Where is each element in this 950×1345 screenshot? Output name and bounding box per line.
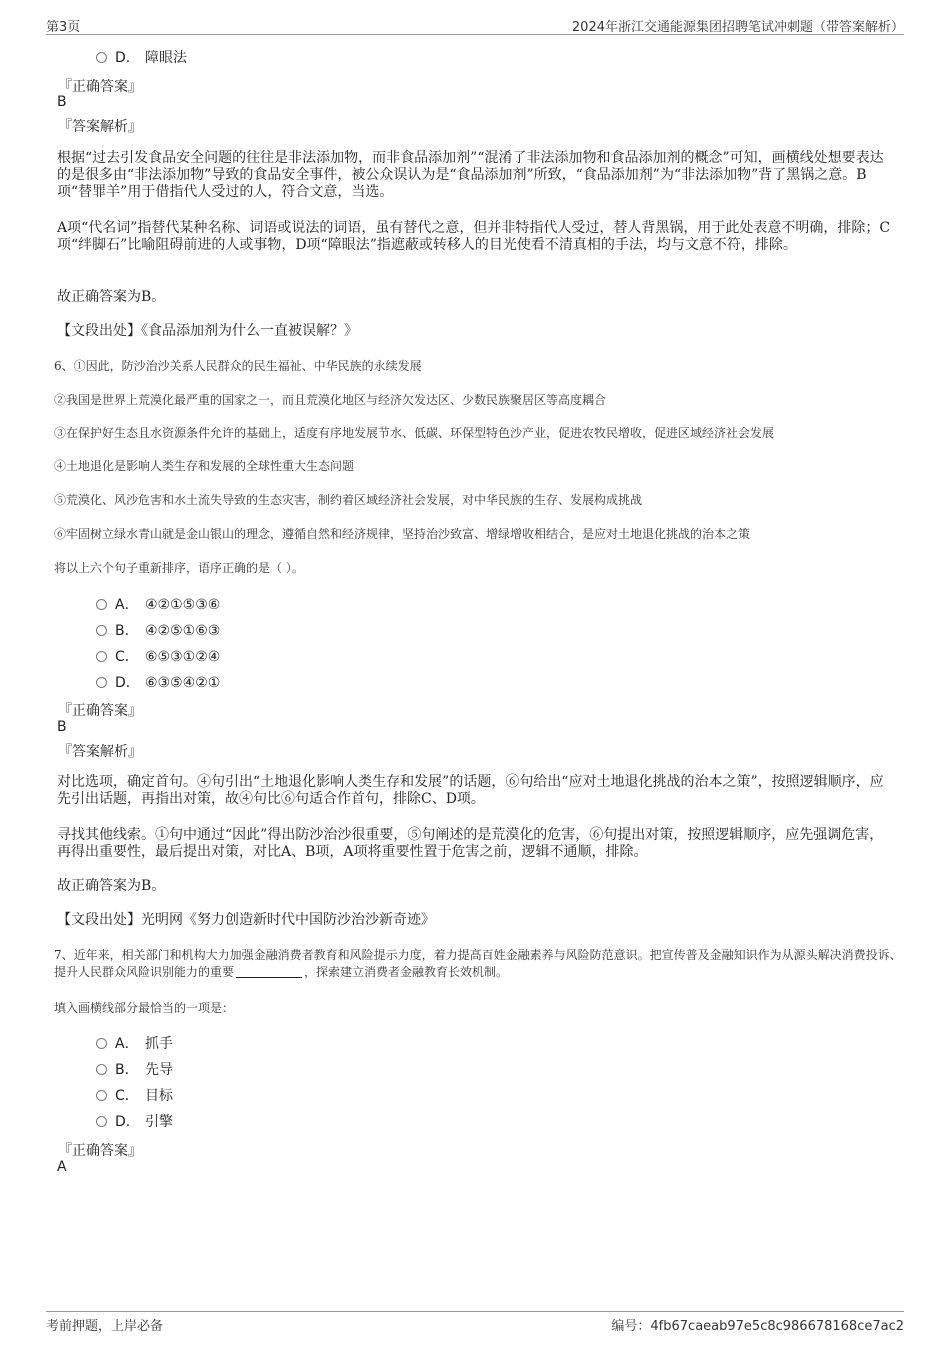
q6-option-c[interactable]: C． ⑥⑤③①②④ xyxy=(96,646,220,666)
fill-blank xyxy=(236,965,302,978)
radio-icon[interactable] xyxy=(96,1064,107,1075)
radio-icon[interactable] xyxy=(96,625,107,636)
q7-prompt: 填入画横线部分最恰当的一项是： xyxy=(54,1001,235,1015)
q5-analysis-label: 『答案解析』 xyxy=(58,119,142,135)
q5-option-d[interactable]: D． 障眼法 xyxy=(96,47,187,67)
q6-analysis-p1: 对比选项，确定首句。④句引出“土地退化影响人类生存和发展”的话题，⑥句给出“应对土地退化挑战的治本之策”，按照逻辑顺序，应先引出话题，再指出对策，故④句比⑥句适合作首句，排除C、D项。 xyxy=(57,774,884,807)
q6-line-1: 6、①因此，防沙治沙关系人民群众的民生福祉、中华民族的永续发展 xyxy=(54,359,422,373)
page-footer xyxy=(46,1311,904,1332)
q7-option-b[interactable]: B． 先导 xyxy=(96,1059,173,1079)
q5-source: 【文段出处】《食品添加剂为什么一直被误解？》 xyxy=(57,323,358,339)
page-number: 第3页 xyxy=(46,20,81,35)
q7-answer-label: 『正确答案』 xyxy=(58,1143,142,1159)
q5-answer: B xyxy=(57,94,67,110)
radio-icon[interactable] xyxy=(96,1090,107,1101)
q6-answer: B xyxy=(57,719,67,735)
q5-analysis-p2: A项“代名词”指替代某种名称、词语或说法的词语，虽有替代之意，但并非特指代人受过，替人背黑锅，用于此处表意不明确，排除；C项“绊脚石”比喻阻碍前进的人或事物，D项“障眼法”指遮蔽或转移人的目光使看不清真相的手法，均与文意不符，排除。 xyxy=(57,220,891,253)
q6-line-6: ⑥牢固树立绿水青山就是金山银山的理念，遵循自然和经济规律，坚持治沙致富、增绿增收相结合，是应对土地退化挑战的治本之策 xyxy=(54,527,751,541)
radio-icon[interactable] xyxy=(96,599,107,610)
q5-answer-label: 『正确答案』 xyxy=(58,79,142,95)
radio-icon[interactable] xyxy=(96,52,107,63)
q6-analysis-label: 『答案解析』 xyxy=(58,744,142,760)
q6-prompt: 将以上六个句子重新排序，语序正确的是（ ）。 xyxy=(54,561,304,575)
q6-answer-label: 『正确答案』 xyxy=(58,703,142,719)
q6-analysis-p3: 故正确答案为B。 xyxy=(57,878,166,894)
q6-analysis-p2: 寻找其他线索。①句中通过“因此”得出防沙治沙很重要，⑤句阐述的是荒漠化的危害，⑥句提出对策，按照逻辑顺序，应先强调危害，再得出重要性，最后提出对策，对比A、B项，A项将重要性置于危害之前，逻辑不通顺，排除。 xyxy=(57,827,884,860)
q7-stem xyxy=(54,947,904,981)
radio-icon[interactable] xyxy=(96,1038,107,1049)
q5-analysis-p3: 故正确答案为B。 xyxy=(57,289,166,305)
q6-source: 【文段出处】光明网《努力创造新时代中国防沙治沙新奇迹》 xyxy=(57,912,435,928)
q6-option-d[interactable]: D． ⑥③⑤④②① xyxy=(96,672,220,692)
q7-option-a[interactable]: A． 抓手 xyxy=(96,1033,173,1053)
footer-slogan: 考前押题，上岸必备 xyxy=(46,1319,164,1334)
q6-line-4: ④土地退化是影响人类生存和发展的全球性重大生态问题 xyxy=(54,459,355,473)
radio-icon[interactable] xyxy=(96,1116,107,1127)
radio-icon[interactable] xyxy=(96,677,107,688)
q6-line-3: ③在保护好生态且水资源条件允许的基础上，适度有序地发展节水、低碳、环保型特色沙产业，促进农牧民增收，促进区域经济社会发展 xyxy=(54,426,775,440)
q5-analysis-p1: 根据“过去引发食品安全问题的往往是非法添加物，而非食品添加剂”“混淆了非法添加物和食品添加剂的概念”可知，画横线处想要表达的是很多由“非法添加物”导致的食品安全事件，被公众误认为是“食品添加剂”所致，“食品添加剂”为“非法添加物”背了黑锅之意。B项“替罪羊”用于借指代人受过的人，符合文意，当选。 xyxy=(57,150,884,200)
q7-option-c[interactable]: C． 目标 xyxy=(96,1085,173,1105)
radio-icon[interactable] xyxy=(96,651,107,662)
q7-stem-after: ，探索建立消费者金融教育长效机制。 xyxy=(304,965,509,979)
q7-answer: A xyxy=(57,1159,67,1175)
q6-option-b[interactable]: B． ④②⑤①⑥③ xyxy=(96,620,220,640)
q6-option-a[interactable]: A． ④②①⑤③⑥ xyxy=(96,594,220,614)
page-header xyxy=(46,14,904,35)
q7-stem-before: 7、近年来，相关部门和机构大力加强金融消费者教育和风险提示力度，着力提高百姓金融素养与风险防范意识。把宣传普及金融知识作为从源头解决消费投诉、提升人民群众风险识别能力的重要 xyxy=(54,948,902,979)
q7-option-d[interactable]: D． 引擎 xyxy=(96,1111,173,1131)
footer-code: 编号：4fb67caeab97e5c8c986678168ce7ac2 xyxy=(611,1319,904,1334)
document-title: 2024年浙江交通能源集团招聘笔试冲刺题（带答案解析） xyxy=(571,20,904,35)
q6-line-2: ②我国是世界上荒漠化最严重的国家之一，而且荒漠化地区与经济欠发达区、少数民族聚居区等高度耦合 xyxy=(54,393,607,407)
q6-line-5: ⑤荒漠化、风沙危害和水土流失导致的生态灾害，制约着区域经济社会发展，对中华民族的生存、发展构成挑战 xyxy=(54,493,643,507)
